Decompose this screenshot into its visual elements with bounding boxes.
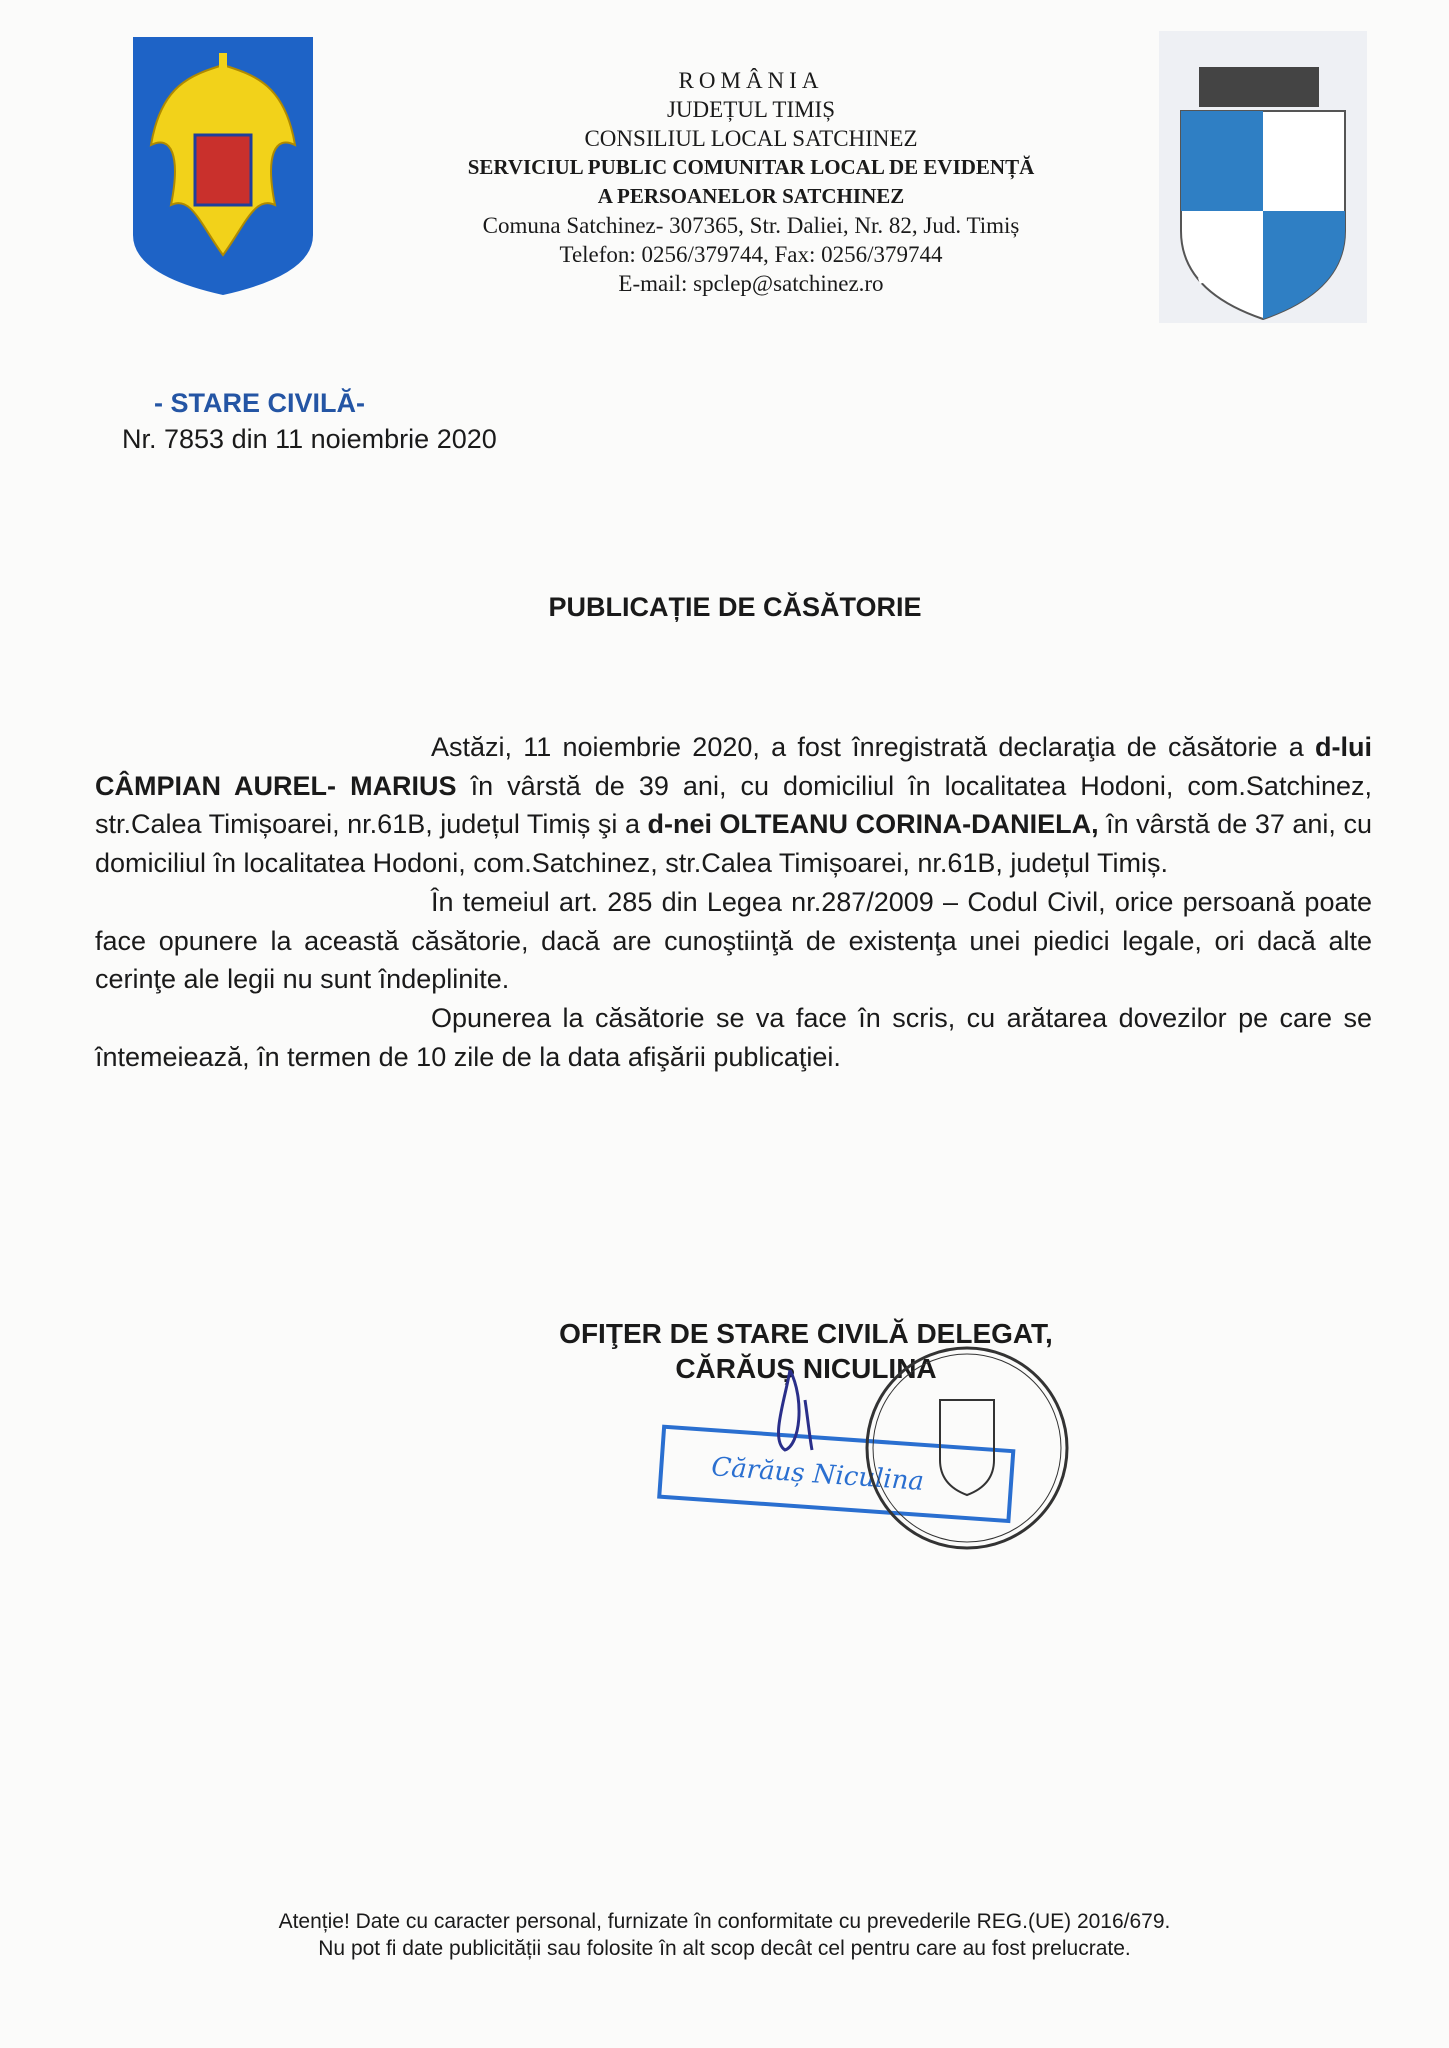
registration-number: Nr. 7853 din 11 noiembrie 2020 — [122, 424, 497, 454]
header-service-2: A PERSOANELOR SATCHINEZ — [597, 184, 905, 208]
bride-name: d-nei OLTEANU CORINA-DANIELA, — [647, 809, 1099, 840]
officer-role: OFIŢER DE STARE CIVILĂ DELEGAT, — [559, 1318, 1053, 1349]
header-country: ROMÂNIA — [678, 68, 824, 93]
header-email: E-mail: spclep@satchinez.ro — [618, 271, 884, 296]
groom-name: d-lui CÂMPIAN AUREL- MARIUS — [95, 732, 1372, 801]
paragraph-opposition: Opunerea la căsătorie se va face în scris, cu arătarea dovezilor pe care se întemeiează, în termen de 10 zile de la data afişării publicaţiei. — [95, 1002, 1372, 1072]
officer-name: CĂRĂUȘ NICULINA — [675, 1353, 937, 1384]
header-phone: Telefon: 0256/379744, Fax: 0256/379744 — [559, 242, 943, 267]
footer-line-2: Nu pot fi date publicității sau folosite în alt scop decât cel pentru care au fost prelucrate. — [318, 1937, 1131, 1960]
document-title: PUBLICAȚIE DE CĂSĂTORIE — [548, 592, 922, 622]
satchinez-coat-of-arms — [1159, 31, 1367, 323]
header-address: Comuna Satchinez- 307365, Str. Daliei, Nr. 82, Jud. Timiș — [482, 213, 1020, 238]
name-stamp-text: Cărăuș Niculina — [710, 1452, 925, 1497]
header-council: CONSILIUL LOCAL SATCHINEZ — [584, 126, 918, 151]
gdpr-footer — [0, 1908, 1449, 1962]
header-county: JUDEȚUL TIMIȘ — [666, 97, 836, 122]
paragraph-legal-basis: În temeiul art. 285 din Legea nr.287/2009 – Codul Civil, orice persoană poate face opunere la această căsătorie, dacă are cunoştiinţă de existenţa unei piedici legale, ori dacă alte cerinţe ale legii nu sunt îndeplinite. — [95, 886, 1372, 995]
footer-line-1: Atenție! Date cu caracter personal, furnizate în conformitate cu prevederile REG.(UE) 2016/679. — [278, 1910, 1171, 1933]
paragraph-declaration: Astăzi, 11 noiembrie 2020, a fost înregistrată declaraţia de căsătorie a d-lui CÂMPIAN AUREL- MARIUS în vârstă de 39 ani, cu domiciliul în localitatea Hodoni, com.Satchinez, str.Calea Timișoarei, nr.61B, județul Timiș şi a d-nei OLTEANU CORINA-DANIELA, în vârstă de 37 ani, cu domiciliul în localitatea Hodoni, com.Satchinez, str.Calea Timișoarei, nr.61B, județul Timiș. — [95, 732, 1373, 879]
document-body — [95, 728, 1372, 1076]
romania-coat-of-arms — [131, 35, 315, 297]
header-service: SERVICIUL PUBLIC COMUNITAR LOCAL DE EVIDENȚĂ — [467, 155, 1035, 179]
department-label: - STARE CIVILĂ- — [154, 388, 365, 418]
official-stamp — [640, 1340, 1080, 1560]
institution-header — [400, 66, 1102, 298]
